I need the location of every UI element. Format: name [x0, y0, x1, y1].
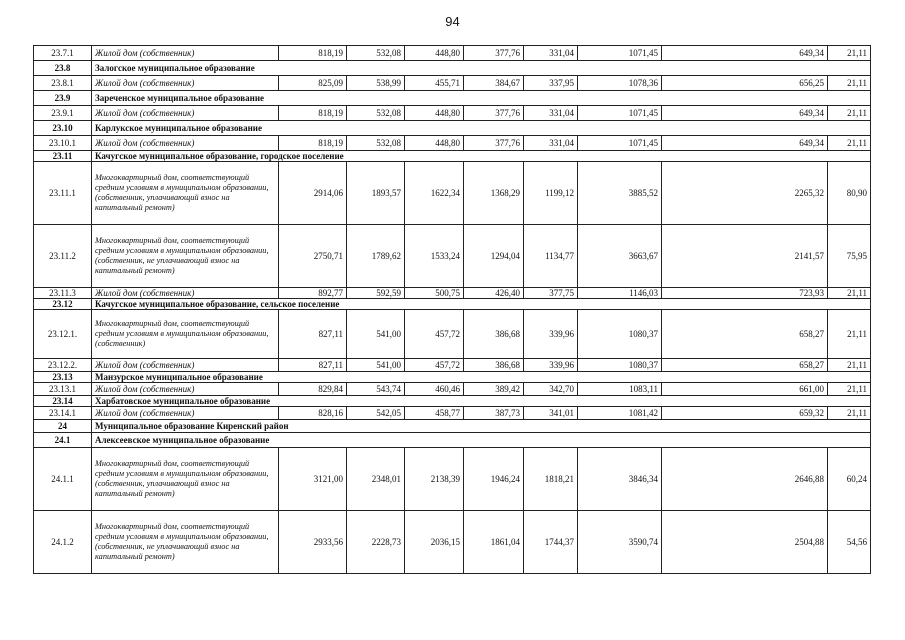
cell-value: 3663,67	[578, 225, 662, 288]
row-code: 23.10.1	[34, 136, 92, 151]
cell-value: 1081,42	[578, 407, 662, 420]
cell-value: 1946,24	[464, 448, 524, 511]
cell-value: 500,75	[405, 288, 464, 299]
cell-value: 1861,04	[464, 511, 524, 574]
table-row	[34, 106, 871, 121]
cell-value: 649,34	[662, 136, 828, 151]
cell-value: 2933,56	[279, 511, 347, 574]
cell-value: 1146,03	[578, 288, 662, 299]
cell-value: 1294,04	[464, 225, 524, 288]
cell-value: 2036,15	[405, 511, 464, 574]
section-title: Карлукское муниципальное образование	[92, 121, 871, 136]
cell-value: 377,76	[464, 46, 524, 61]
cell-value: 656,25	[662, 76, 828, 91]
cell-value: 649,34	[662, 46, 828, 61]
row-code: 23.11.3	[34, 288, 92, 299]
section-title: Муниципальное образование Киренский район	[92, 420, 871, 433]
row-code: 23.14.1	[34, 407, 92, 420]
cell-value: 2914,06	[279, 162, 347, 225]
cell-value: 389,42	[464, 383, 524, 396]
cell-value: 457,72	[405, 359, 464, 372]
cell-value: 21,11	[828, 383, 871, 396]
row-code: 23.13.1	[34, 383, 92, 396]
table-row	[34, 511, 871, 574]
cell-value: 1744,37	[524, 511, 578, 574]
cell-value: 3590,74	[578, 511, 662, 574]
table-row	[34, 162, 871, 225]
section-row	[34, 396, 871, 407]
table-row	[34, 225, 871, 288]
section-title: Качугское муниципальное образование, городское поселение	[92, 151, 871, 162]
cell-value: 331,04	[524, 106, 578, 121]
row-description: Многоквартирный дом, соответствующий средним условиям в муниципальном образовании, (собственник, уплачивающий взнос на капитальный ремонт)	[92, 448, 279, 511]
cell-value: 341,01	[524, 407, 578, 420]
cell-value: 21,11	[828, 136, 871, 151]
cell-value: 21,11	[828, 407, 871, 420]
table-row	[34, 383, 871, 396]
section-row	[34, 151, 871, 162]
cell-value: 1789,62	[347, 225, 405, 288]
cell-value: 21,11	[828, 288, 871, 299]
row-code: 23.7.1	[34, 46, 92, 61]
cell-value: 825,09	[279, 76, 347, 91]
cell-value: 448,80	[405, 106, 464, 121]
row-code: 23.11.1	[34, 162, 92, 225]
cell-value: 1818,21	[524, 448, 578, 511]
section-code: 23.10	[34, 121, 92, 136]
cell-value: 384,67	[464, 76, 524, 91]
cell-value: 387,73	[464, 407, 524, 420]
row-code: 23.11.2	[34, 225, 92, 288]
row-description: Многоквартирный дом, соответствующий средним условиям в муниципальном образовании, (собственник, уплачивающий взнос на капитальный ремонт)	[92, 162, 279, 225]
cell-value: 21,11	[828, 46, 871, 61]
table-row	[34, 46, 871, 61]
cell-value: 21,11	[828, 310, 871, 359]
cell-value: 723,93	[662, 288, 828, 299]
cell-value: 2141,57	[662, 225, 828, 288]
section-row	[34, 299, 871, 310]
cell-value: 818,19	[279, 106, 347, 121]
section-row	[34, 433, 871, 448]
cell-value: 661,00	[662, 383, 828, 396]
cell-value: 331,04	[524, 46, 578, 61]
cell-value: 339,96	[524, 310, 578, 359]
row-code: 23.12.2.	[34, 359, 92, 372]
section-code: 23.8	[34, 61, 92, 76]
row-description: Многоквартирный дом, соответствующий средним условиям в муниципальном образовании, (собственник)	[92, 310, 279, 359]
cell-value: 386,68	[464, 359, 524, 372]
cell-value: 339,96	[524, 359, 578, 372]
row-description: Жилой дом (собственник)	[92, 76, 279, 91]
cell-value: 460,46	[405, 383, 464, 396]
cell-value: 649,34	[662, 106, 828, 121]
cell-value: 2646,88	[662, 448, 828, 511]
section-code: 23.12	[34, 299, 92, 310]
cell-value: 1078,36	[578, 76, 662, 91]
cell-value: 448,80	[405, 46, 464, 61]
row-description: Жилой дом (собственник)	[92, 288, 279, 299]
row-description: Жилой дом (собственник)	[92, 136, 279, 151]
cell-value: 75,95	[828, 225, 871, 288]
cell-value: 1083,11	[578, 383, 662, 396]
row-code: 23.8.1	[34, 76, 92, 91]
table-body	[34, 46, 871, 574]
row-code: 23.9.1	[34, 106, 92, 121]
table-row	[34, 136, 871, 151]
cell-value: 532,08	[347, 46, 405, 61]
cell-value: 3121,00	[279, 448, 347, 511]
row-description: Жилой дом (собственник)	[92, 359, 279, 372]
cell-value: 532,08	[347, 136, 405, 151]
cell-value: 21,11	[828, 106, 871, 121]
cell-value: 541,00	[347, 310, 405, 359]
cell-value: 331,04	[524, 136, 578, 151]
section-row	[34, 61, 871, 76]
cell-value: 543,74	[347, 383, 405, 396]
cell-value: 829,84	[279, 383, 347, 396]
row-code: 24.1.2	[34, 511, 92, 574]
section-title: Зареченское муниципальное образование	[92, 91, 871, 106]
cell-value: 3885,52	[578, 162, 662, 225]
row-description: Жилой дом (собственник)	[92, 46, 279, 61]
row-description: Жилой дом (собственник)	[92, 106, 279, 121]
cell-value: 1368,29	[464, 162, 524, 225]
cell-value: 457,72	[405, 310, 464, 359]
cell-value: 1893,57	[347, 162, 405, 225]
cell-value: 448,80	[405, 136, 464, 151]
row-description: Многоквартирный дом, соответствующий средним условиям в муниципальном образовании, (собственник, не уплачивающий взнос на капитальный ремонт)	[92, 225, 279, 288]
table-row	[34, 310, 871, 359]
section-row	[34, 420, 871, 433]
cell-value: 2504,88	[662, 511, 828, 574]
cell-value: 377,75	[524, 288, 578, 299]
section-row	[34, 372, 871, 383]
cell-value: 818,19	[279, 136, 347, 151]
cell-value: 54,56	[828, 511, 871, 574]
section-code: 24.1	[34, 433, 92, 448]
cell-value: 455,71	[405, 76, 464, 91]
cell-value: 3846,34	[578, 448, 662, 511]
row-description: Жилой дом (собственник)	[92, 407, 279, 420]
tariff-table	[33, 45, 871, 574]
cell-value: 21,11	[828, 76, 871, 91]
table-row	[34, 288, 871, 299]
cell-value: 386,68	[464, 310, 524, 359]
cell-value: 458,77	[405, 407, 464, 420]
cell-value: 377,76	[464, 136, 524, 151]
cell-value: 1071,45	[578, 136, 662, 151]
section-title: Харбатовское муниципальное образование	[92, 396, 871, 407]
section-code: 23.11	[34, 151, 92, 162]
cell-value: 2138,39	[405, 448, 464, 511]
cell-value: 2750,71	[279, 225, 347, 288]
cell-value: 1071,45	[578, 46, 662, 61]
cell-value: 592,59	[347, 288, 405, 299]
section-code: 24	[34, 420, 92, 433]
cell-value: 426,40	[464, 288, 524, 299]
row-description: Жилой дом (собственник)	[92, 383, 279, 396]
cell-value: 1134,77	[524, 225, 578, 288]
cell-value: 818,19	[279, 46, 347, 61]
section-code: 23.13	[34, 372, 92, 383]
row-code: 24.1.1	[34, 448, 92, 511]
cell-value: 659,32	[662, 407, 828, 420]
table-row	[34, 76, 871, 91]
section-title: Алексеевское муниципальное образование	[92, 433, 871, 448]
page-number: 94	[445, 14, 460, 29]
row-description: Многоквартирный дом, соответствующий средним условиям в муниципальном образовании, (собственник, не уплачивающий взнос на капитальный ремонт)	[92, 511, 279, 574]
cell-value: 532,08	[347, 106, 405, 121]
section-title: Качугское муниципальное образование, сельское поселение	[92, 299, 871, 310]
cell-value: 892,77	[279, 288, 347, 299]
table-row	[34, 359, 871, 372]
section-title: Манзурское муниципальное образование	[92, 372, 871, 383]
cell-value: 1622,34	[405, 162, 464, 225]
cell-value: 1080,37	[578, 359, 662, 372]
row-code: 23.12.1.	[34, 310, 92, 359]
cell-value: 2228,73	[347, 511, 405, 574]
table-row	[34, 448, 871, 511]
cell-value: 827,11	[279, 310, 347, 359]
cell-value: 1071,45	[578, 106, 662, 121]
cell-value: 658,27	[662, 359, 828, 372]
cell-value: 2348,01	[347, 448, 405, 511]
cell-value: 658,27	[662, 310, 828, 359]
section-title: Залогское муниципальное образование	[92, 61, 871, 76]
cell-value: 60,24	[828, 448, 871, 511]
cell-value: 542,05	[347, 407, 405, 420]
cell-value: 2265,32	[662, 162, 828, 225]
table-row	[34, 407, 871, 420]
section-row	[34, 121, 871, 136]
section-code: 23.9	[34, 91, 92, 106]
cell-value: 1533,24	[405, 225, 464, 288]
cell-value: 827,11	[279, 359, 347, 372]
cell-value: 1199,12	[524, 162, 578, 225]
cell-value: 1080,37	[578, 310, 662, 359]
cell-value: 337,95	[524, 76, 578, 91]
cell-value: 828,16	[279, 407, 347, 420]
cell-value: 538,99	[347, 76, 405, 91]
cell-value: 21,11	[828, 359, 871, 372]
cell-value: 342,70	[524, 383, 578, 396]
cell-value: 541,00	[347, 359, 405, 372]
section-code: 23.14	[34, 396, 92, 407]
cell-value: 80,90	[828, 162, 871, 225]
cell-value: 377,76	[464, 106, 524, 121]
section-row	[34, 91, 871, 106]
